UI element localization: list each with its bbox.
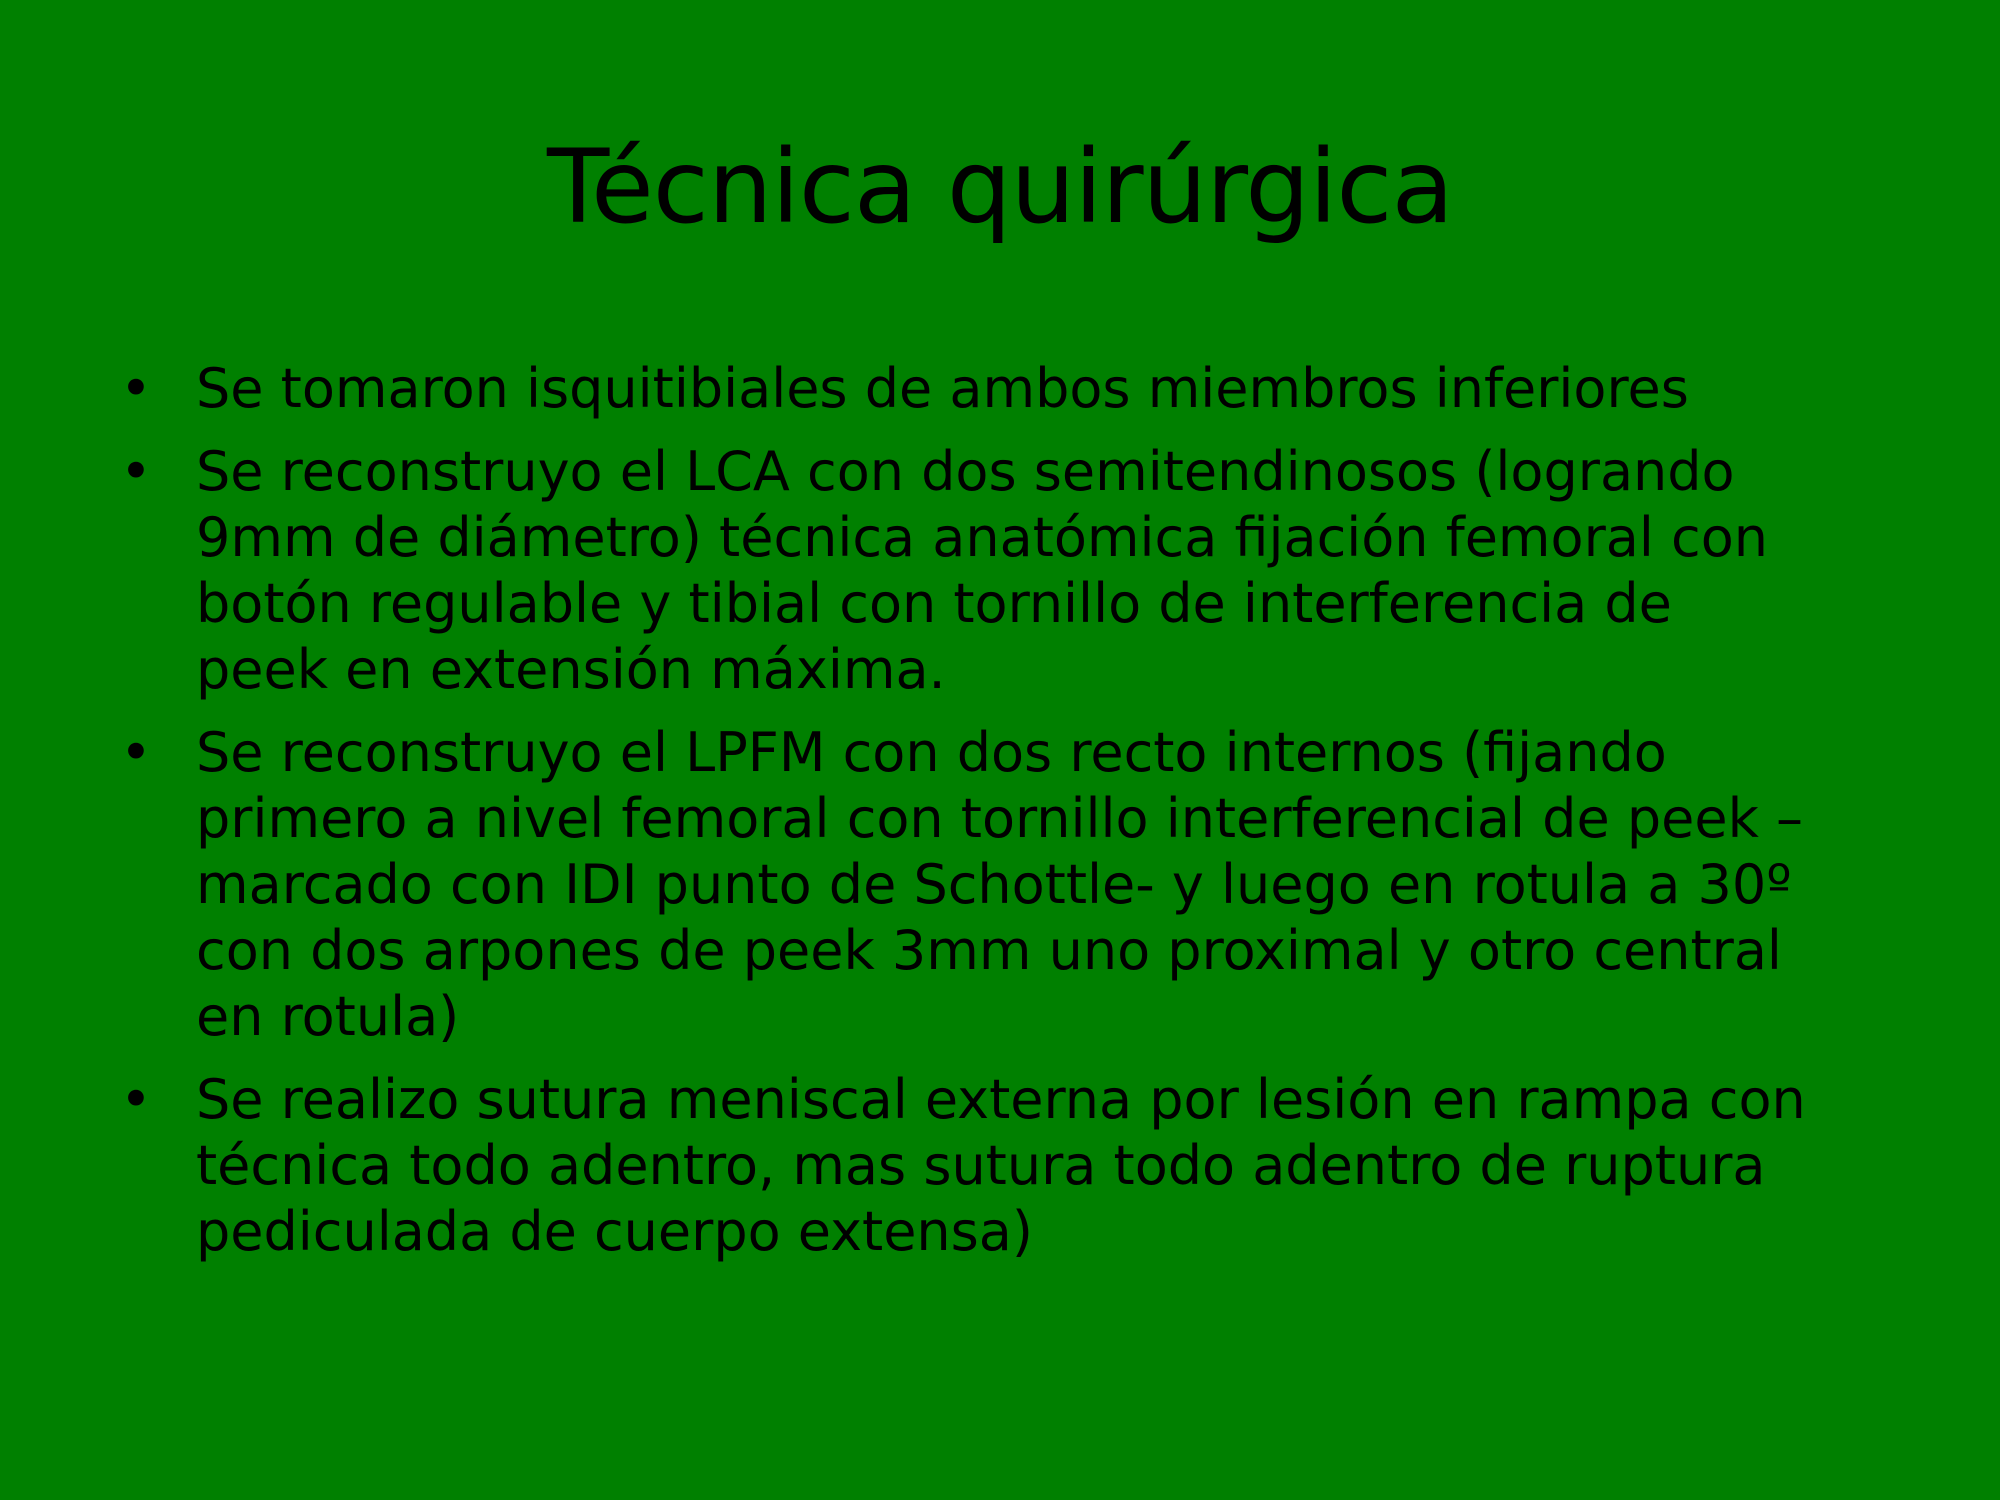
bullet-dot-icon: •	[120, 357, 152, 420]
bullet-text-line: Se realizo sutura meniscal externa por lesión en rampa con	[196, 1068, 1806, 1131]
bullet-text-line: Se reconstruyo el LPFM con dos recto internos (fijando	[196, 721, 1667, 784]
bullet-item	[120, 356, 1900, 422]
bullet-dot-icon: •	[120, 1068, 152, 1131]
bullet-text-line: botón regulable y tibial con tornillo de interferencia de	[196, 572, 1672, 635]
bullet-text-line: con dos arpones de peek 3mm uno proximal y otro central	[196, 919, 1782, 982]
bullet-item	[120, 720, 1900, 1050]
bullet-text-line: 9mm de diámetro) técnica anatómica fijación femoral con	[196, 506, 1768, 569]
bullet-dot-icon: •	[120, 721, 152, 784]
bullet-text-line: pediculada de cuerpo extensa)	[196, 1200, 1033, 1263]
bullet-text-line: en rotula)	[196, 985, 460, 1048]
bullet-text-line: Se reconstruyo el LCA con dos semitendinosos (logrando	[196, 440, 1735, 503]
bullet-item	[120, 1067, 1900, 1265]
bullet-text-line: técnica todo adentro, mas sutura todo adentro de ruptura	[196, 1134, 1766, 1197]
bullet-list	[120, 356, 1900, 1282]
bullet-text-line: Se tomaron isquitibiales de ambos miembros inferiores	[196, 357, 1689, 420]
bullet-text-line: marcado con IDI punto de Schottle- y luego en rotula a 30º	[196, 853, 1792, 916]
bullet-item	[120, 439, 1900, 703]
slide-title: Técnica quirúrgica	[547, 128, 1453, 247]
bullet-text-line: peek en extensión máxima.	[196, 638, 946, 701]
bullet-text-line: primero a nivel femoral con tornillo interferencial de peek –	[196, 787, 1804, 850]
bullet-dot-icon: •	[120, 440, 152, 503]
